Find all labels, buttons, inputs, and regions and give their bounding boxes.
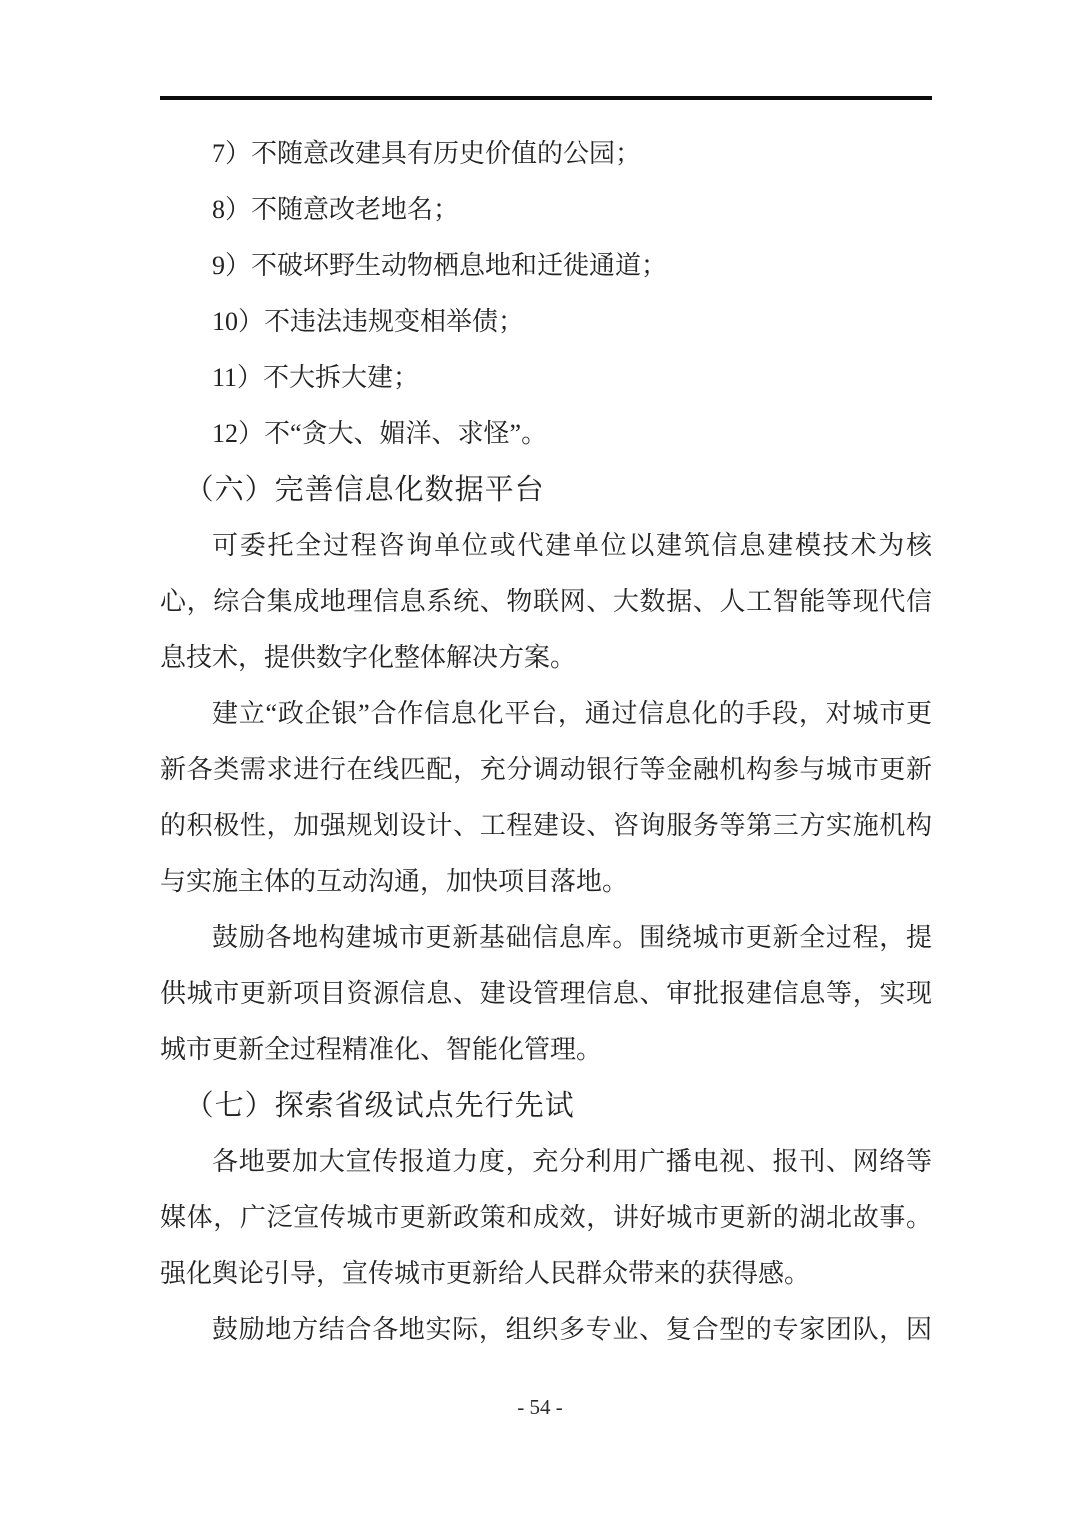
section-7-paragraph-2: 鼓励地方结合各地实际，组织多专业、复合型的专家团队，因 [212,1315,932,1344]
section-6-paragraph-3: 鼓励各地构建城市更新基础信息库。围绕城市更新全过程，提供城市更新项目资源信息、建设管理信息、审批报建信息等，实现城市更新全过程精准化、智能化管理。 [160,923,932,1064]
list-item-8: 8）不随意改老地名； [212,195,460,224]
list-item-7: 7）不随意改建具有历史价值的公园； [212,139,642,168]
header-rule [160,96,932,100]
page-content [160,96,932,1358]
section-7-paragraph-1: 各地要加大宣传报道力度，充分利用广播电视、报刊、网络等媒体，广泛宣传城市更新政策和成效，讲好城市更新的湖北故事。强化舆论引导，宣传城市更新给人民群众带来的获得感。 [160,1147,932,1288]
list-item-11: 11）不大拆大建； [212,363,420,392]
list-item-12: 12）不“贪大、媚洋、求怪”。 [212,419,548,448]
page-number: - 54 - [517,1395,563,1419]
section-heading-7: （七）探索省级试点先行先试 [184,1090,575,1122]
list-item-9: 9）不破坏野生动物栖息地和迁徙通道； [212,251,668,280]
section-6-paragraph-2: 建立“政企银”合作信息化平台，通过信息化的手段，对城市更新各类需求进行在线匹配，充分调动银行等金融机构参与城市更新的积极性，加强规划设计、工程建设、咨询服务等第三方实施机构与实施主体的互动沟通，加快项目落地。 [160,699,932,896]
section-6-paragraph-1: 可委托全过程咨询单位或代建单位以建筑信息建模技术为核心，综合集成地理信息系统、物联网、大数据、人工智能等现代信息技术，提供数字化整体解决方案。 [160,531,932,672]
section-heading-6: （六）完善信息化数据平台 [184,474,545,506]
list-item-10: 10）不违法违规变相举债； [212,307,525,336]
